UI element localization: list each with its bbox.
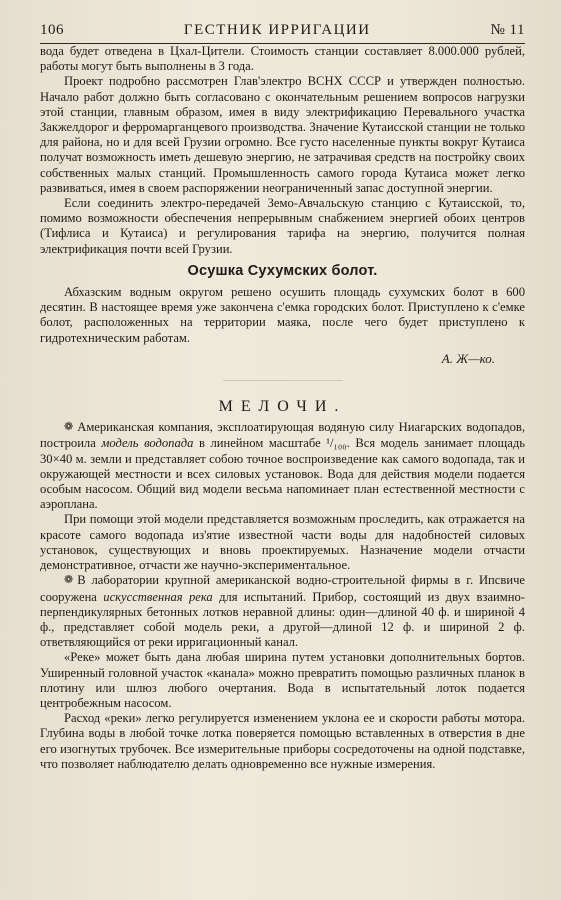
text-run: в линейном масштабе ¹/₁₀₀. Вся модель занимает площадь 30×40 м. земли и представляет собою точное воспроизведение как самого водопада, так и окружающей местности и всех силовых установок. Вода для действия модели подается особым насосом. Общий вид модели весьма напоминает план естественной местности с аэроплана. xyxy=(40,436,525,512)
journal-title: ГЕСТНИК ИРРИГАЦИИ xyxy=(183,22,371,38)
issue-number: № 11 xyxy=(490,22,525,38)
text-run: Американская компания, эксплоатирующая водяную силу Ниагарских водопадов, построила xyxy=(40,420,525,451)
paragraph xyxy=(40,573,525,650)
running-header xyxy=(40,22,525,44)
paragraph: Абхазским водным округом решено осушить площадь сухумских болот в 600 десятин. В настоящее время уже закончена с'емка городских болот. Приступлено к с'емке болот, расположенных на территории маяка, после чего будет приступлено к гидротехническим работам. xyxy=(40,285,525,345)
section-heading-sukhumi: Осушка Сухумских болот. xyxy=(187,262,378,279)
emphasis: искусственная река xyxy=(103,589,213,604)
author-signature: А. Ж—ко. xyxy=(441,350,495,366)
paragraph: Если соединить электро-передачей Земо-Авчальскую станцию с Кутаисской, то, помимо возможности обеспечения непрерывным снабжением энергией обоих центров (Тифлиса и Кутаиса) и регулирования тарифа на энергию, получится полная электрификация почти всей Грузии. xyxy=(40,196,525,256)
page-number: 106 xyxy=(40,22,64,38)
ornament-bullet-icon: ❁ xyxy=(64,574,74,587)
section-heading-melochi: МЕЛОЧИ. xyxy=(218,398,347,416)
paragraph: Проект подробно рассмотрен Глав'электро ВСНХ СССР и утвержден полностью. Начало работ должно быть согласовано с окончательным решением вопросов нагрузки этой станции, главным образом, имея в виду электрификацию Перевального участка Закжелдорог и ферромарганцевого производства. Значение Кутаисской станции не только для района, но и для всей Грузии огромно. Все густо населенные пункты вокруг Кутаиса получат возможность иметь дешевую энергию, не затрачивая средств на постройку своих собственных малых станций. Промышленность самого города Кутаиса может легко развиваться, имея в своем распоряжении неограниченный запас доступной энергии. xyxy=(40,74,525,195)
paragraph: Расход «реки» легко регулируется изменением уклона ее и скорости работы мотора. Глубина воды в любой точке лотка поверяется помощью вставленных в отверстия в дне его изогнутых трубочек. Все измерительные приборы сосредоточены на одной подставке, что позволяет наблюдателю делать одновременно все нужные измерения. xyxy=(40,711,525,771)
emphasis: модель водопада xyxy=(101,436,194,451)
paragraph: «Реке» может быть дана любая ширина путем установки дополнительных бортов. Уширенный головной участок «канала» можно превратить помощью различных планок в плотину или шлюз любого очертания. Вода в испытательный лоток подается центробежным насосом. xyxy=(40,650,525,710)
paragraph xyxy=(40,420,525,512)
ornament-bullet-icon: ❁ xyxy=(64,421,74,434)
paragraph: При помощи этой модели представляется возможным проследить, как отражается на красоте самого водопада из'ятие известной части воды для надобностей силовых установок, существующих и вновь проектируемых. Назначение модели отчасти демонстративное, отчасти же научно-экспериментальное. xyxy=(40,512,525,573)
article-body xyxy=(40,44,525,772)
divider xyxy=(223,380,343,381)
text-run: В лаборатории крупной американской водно-строительной фирмы в г. Ипсвиче сооружена xyxy=(40,573,525,604)
paragraph: вода будет отведена в Цхал-Цители. Стоимость станции составляет 8.000.000 рублей, работы могут быть выполнены в 3 года. xyxy=(40,44,525,74)
text-run: для испытаний. Прибор, состоящий из двух взаимно-перпендикулярных бетонных лотков неравной длины: один—длиной 40 ф. и шириной 4 ф., представляет собой модель реки, а другой—длиной 12 ф. и шириной 2 ф. ответвляющийся от реки ирригационный канал. xyxy=(40,589,525,650)
